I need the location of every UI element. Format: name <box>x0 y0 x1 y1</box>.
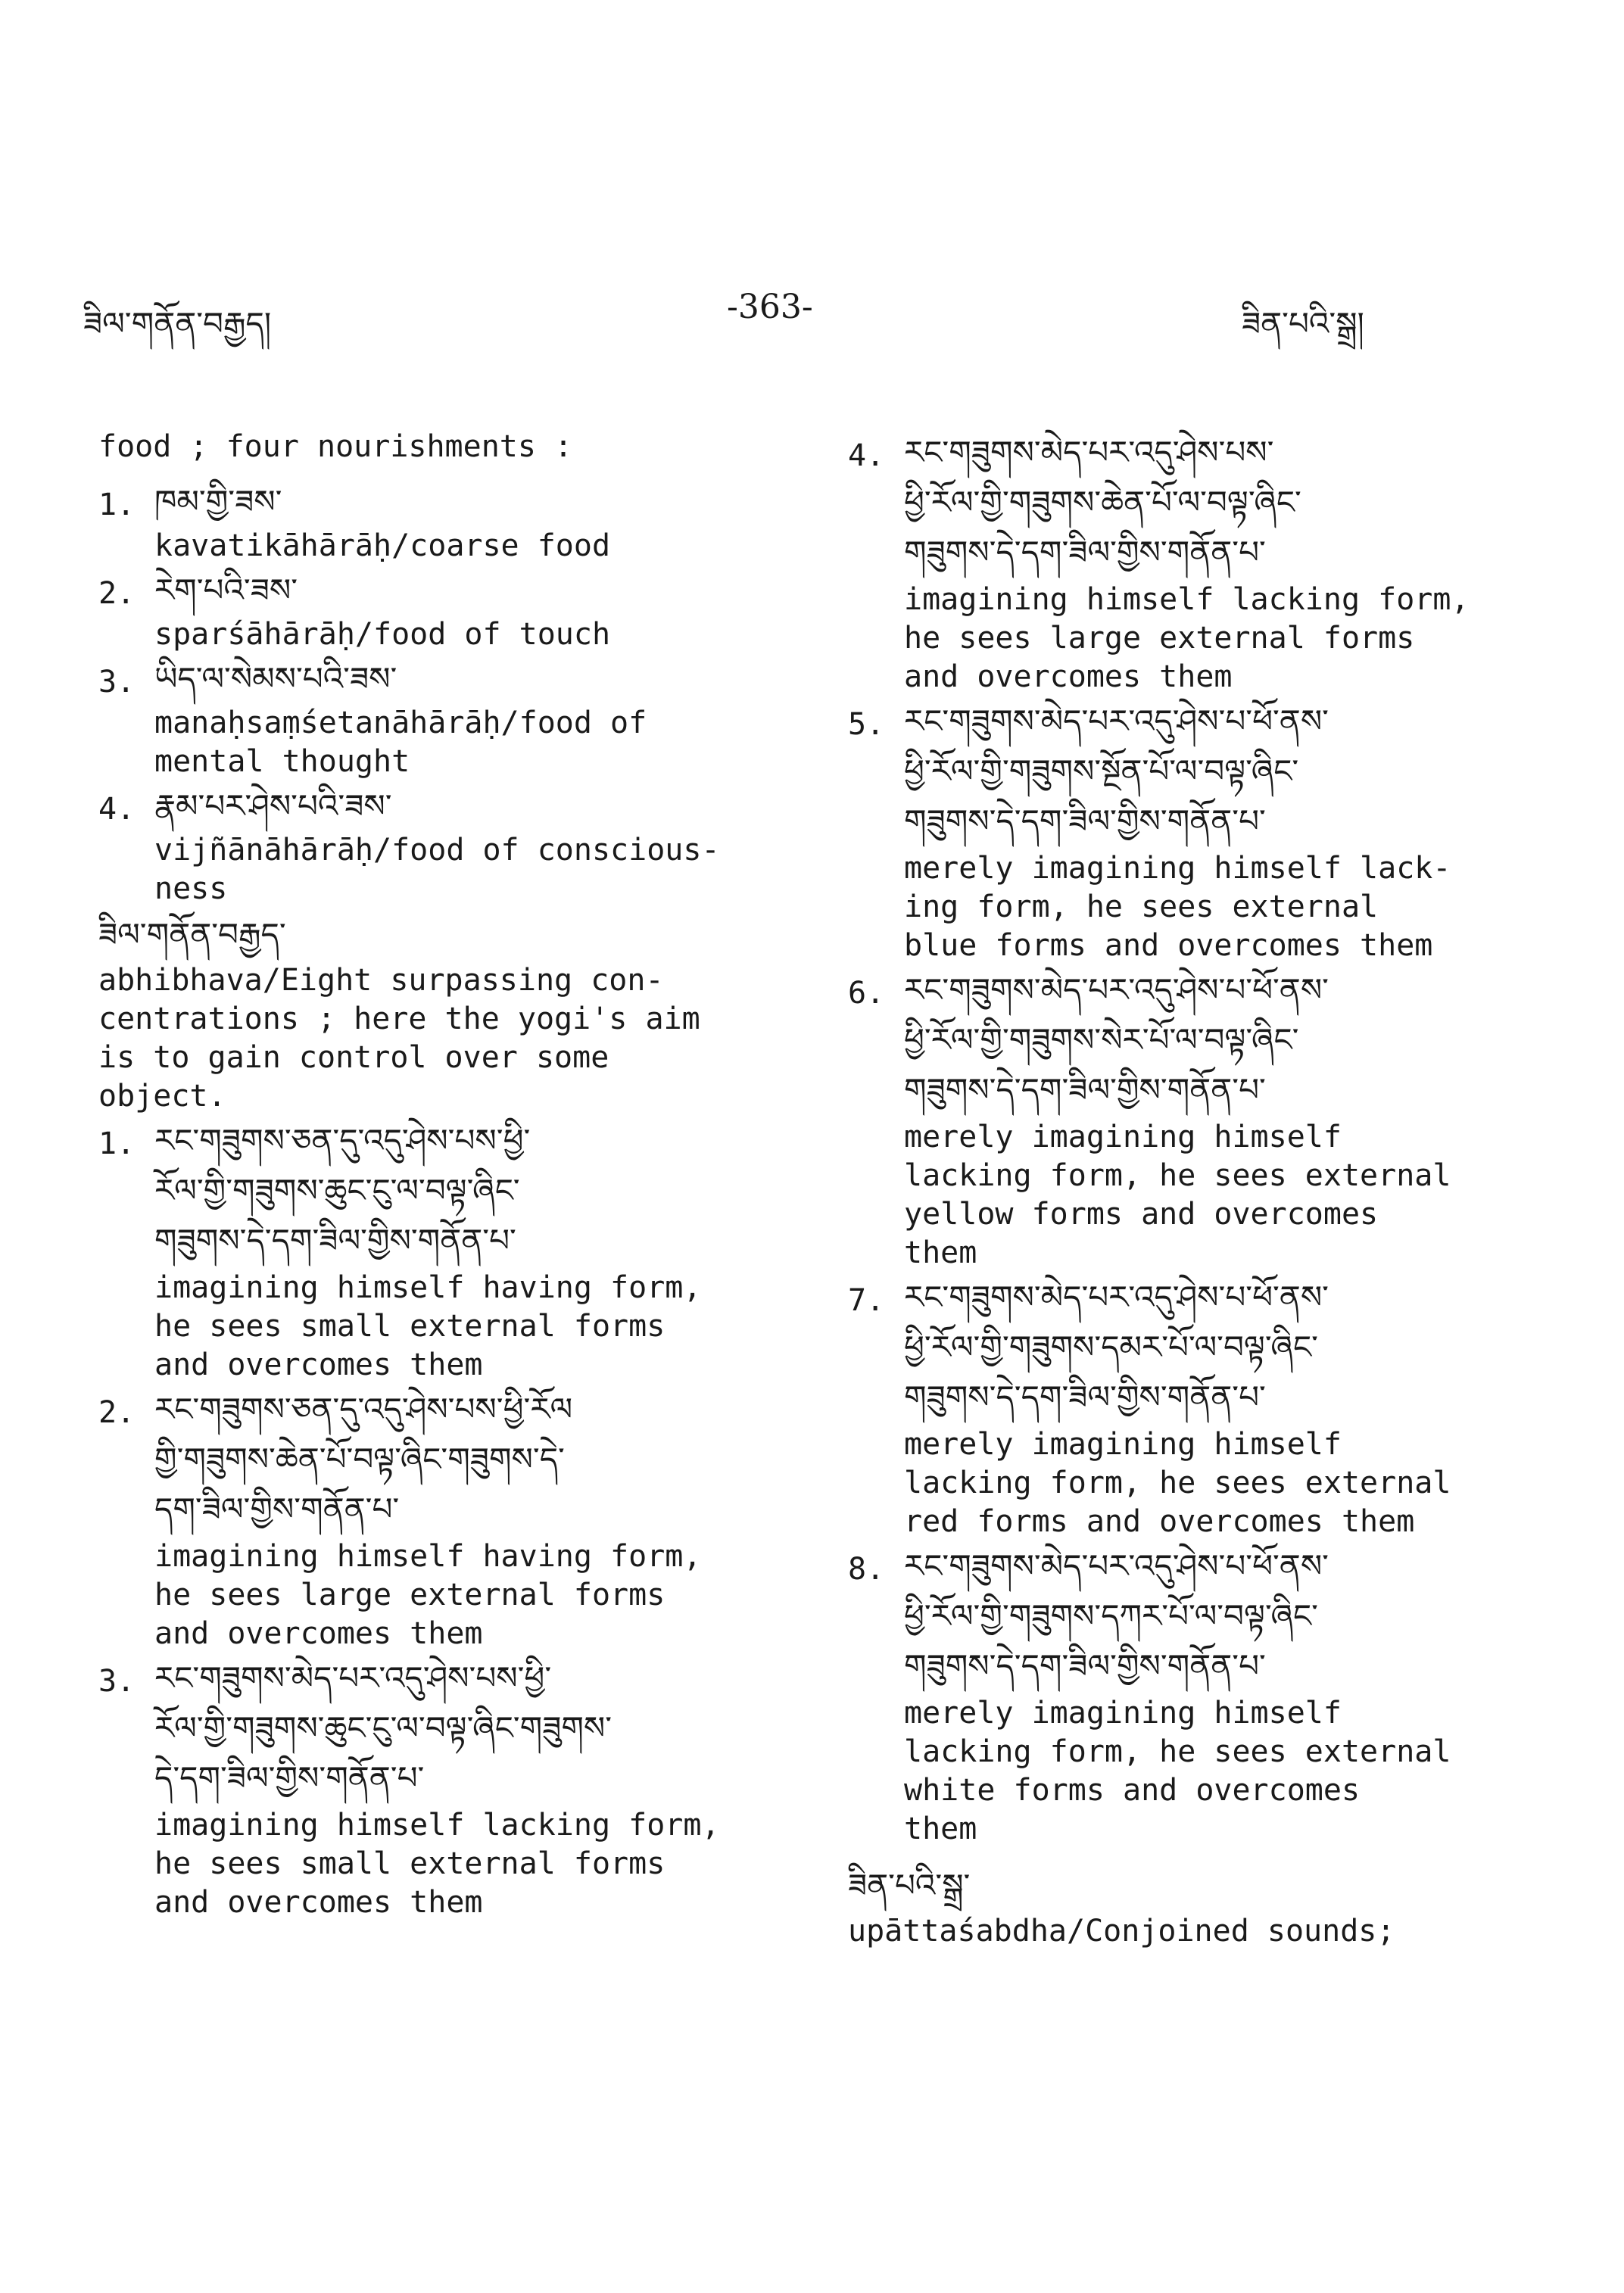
tibetan-line: གཟུགས་དེ་དག་ཟིལ་གྱིས་གནོན་པ་ <box>154 1222 516 1259</box>
gloss-line: kavatikāhārāḥ/coarse food <box>154 528 611 563</box>
nourishments-intro: food ; four nourishments : <box>98 429 573 464</box>
gloss-line: lacking form, he sees external <box>904 1734 1451 1769</box>
item-number: 1. <box>98 1126 136 1161</box>
gloss-line: he sees small external forms <box>154 1309 665 1344</box>
surpassing-item <box>848 696 1545 965</box>
nourishment-item <box>98 654 795 781</box>
nourishment-item <box>98 477 795 565</box>
tibetan-term: ཡིད་ལ་སེམས་པའི་ཟས་ <box>154 660 397 697</box>
gloss-line: ing form, he sees external <box>904 889 1379 924</box>
page-number: -363- <box>727 288 813 326</box>
gloss-line: yellow forms and overcomes <box>904 1197 1379 1232</box>
tibetan-line: རང་གཟུགས་མེད་པར་འདུ་ཤེས་པས་ <box>904 434 1274 471</box>
gloss-line: merely imagining himself <box>904 1427 1342 1462</box>
surpassing-item <box>848 1541 1545 1849</box>
tibetan-line: རང་གཟུགས་མེད་པར་འདུ་ཤེས་པ་ཕོ་ནས་ <box>904 703 1329 740</box>
gloss-line: lacking form, he sees external <box>904 1158 1451 1193</box>
surpassing-item <box>98 1116 795 1385</box>
tibetan-term: ཁམ་གྱི་ཟས་ <box>154 483 282 520</box>
tibetan-line: རང་གཟུགས་ཅན་དུ་འདུ་ཤེས་པས་ཕྱི་ <box>154 1122 531 1159</box>
surpassing-item <box>98 1385 795 1653</box>
tibetan-line: དེ་དག་ཟིལ་གྱིས་གནོན་པ་ <box>154 1759 425 1796</box>
item-number: 3. <box>98 665 136 699</box>
entry-heading: ཟིན་པའི་སྒྲ་ <box>848 1867 971 1904</box>
gloss-line: them <box>904 1812 977 1846</box>
nourishment-item <box>98 565 795 654</box>
gloss-line: merely imagining himself <box>904 1120 1342 1154</box>
tibetan-term: རེག་པའི་ཟས་ <box>154 572 298 609</box>
tibetan-line: གཟུགས་དེ་དག་ཟིལ་གྱིས་གནོན་པ་ <box>904 534 1266 571</box>
tibetan-line: རང་གཟུགས་མེད་པར་འདུ་ཤེས་པ་ཕོ་ནས་ <box>904 971 1329 1008</box>
item-number: 2. <box>98 1395 136 1430</box>
gloss-line: and overcomes them <box>154 1347 483 1382</box>
definition-line: centrations ; here the yogi's aim <box>98 1002 700 1036</box>
nourishment-item <box>98 781 795 908</box>
definition-line: object. <box>98 1079 226 1114</box>
item-number: 3. <box>98 1664 136 1699</box>
tibetan-line: གཟུགས་དེ་དག་ཟིལ་གྱིས་གནོན་པ་ <box>904 1071 1266 1108</box>
tibetan-line: ཕྱི་རོལ་གྱི་གཟུགས་སྔོན་པོ་ལ་བལྟ་ཞིང་ <box>904 752 1299 790</box>
tibetan-line: དག་ཟིལ་གྱིས་གནོན་པ་ <box>154 1491 400 1528</box>
gloss-line: and overcomes them <box>904 659 1233 694</box>
item-number: 2. <box>98 576 136 611</box>
item-number: 6. <box>848 976 885 1011</box>
gloss-line: lacking form, he sees external <box>904 1466 1451 1500</box>
gloss-line: and overcomes them <box>154 1885 483 1920</box>
gloss-line: sparśāhārāḥ/food of touch <box>154 617 611 652</box>
gloss-line: imagining himself having form, <box>154 1539 702 1574</box>
tibetan-line: གཟུགས་དེ་དག་ཟིལ་གྱིས་གནོན་པ་ <box>904 1379 1266 1416</box>
tibetan-line: གཟུགས་དེ་དག་ཟིལ་གྱིས་གནོན་པ་ <box>904 1647 1266 1684</box>
gloss-line: he sees small external forms <box>154 1846 665 1881</box>
gloss-line: ness <box>154 871 228 906</box>
surpassing-item <box>98 1653 795 1922</box>
definition-line: abhibhava/Eight surpassing con- <box>98 963 664 998</box>
gloss-line: blue forms and overcomes them <box>904 928 1433 963</box>
tibetan-line: རོལ་གྱི་གཟུགས་ཆུང་ངུ་ལ་བལྟ་ཞིང་ <box>154 1172 520 1209</box>
tibetan-term: རྣམ་པར་ཤེས་པའི་ཟས་ <box>154 787 392 824</box>
gloss-line: he sees large external forms <box>904 621 1415 656</box>
surpassing-item <box>848 965 1545 1273</box>
tibetan-line: ཕྱི་རོལ་གྱི་གཟུགས་དཀར་པོ་ལ་བལྟ་ཞིང་ <box>904 1597 1318 1634</box>
page-header <box>0 288 1624 348</box>
gloss-line: them <box>904 1235 977 1270</box>
gloss-line: red forms and overcomes them <box>904 1504 1415 1539</box>
right-column <box>848 428 1545 1951</box>
definition-line: upāttaśabdha/Conjoined sounds; <box>848 1914 1395 1949</box>
surpassing-item <box>848 1273 1545 1541</box>
item-number: 5. <box>848 707 885 742</box>
tibetan-line: རང་གཟུགས་མེད་པར་འདུ་ཤེས་པ་ཕོ་ནས་ <box>904 1279 1329 1316</box>
tibetan-line: གཟུགས་དེ་དག་ཟིལ་གྱིས་གནོན་པ་ <box>904 802 1266 840</box>
item-number: 4. <box>848 438 885 473</box>
tibetan-line: གྱི་གཟུགས་ཆེན་པོ་བལྟ་ཞིང་གཟུགས་དེ་ <box>154 1441 565 1478</box>
tibetan-line: རང་གཟུགས་མེད་པར་འདུ་ཤེས་པས་ཕྱི་ <box>154 1659 552 1696</box>
item-number: 1. <box>98 488 136 522</box>
surpassing-item <box>848 428 1545 696</box>
tibetan-line: ཕྱི་རོལ་གྱི་གཟུགས་ཆེན་པོ་ལ་བལྟ་ཞིང་ <box>904 484 1301 521</box>
gloss-line: he sees large external forms <box>154 1578 665 1612</box>
tibetan-line: ཕྱི་རོལ་གྱི་གཟུགས་སེར་པོ་ལ་བལྟ་ཞིང་ <box>904 1021 1299 1058</box>
tibetan-line: རང་གཟུགས་མེད་པར་འདུ་ཤེས་པ་ཕོ་ནས་ <box>904 1547 1329 1584</box>
item-number: 8. <box>848 1552 885 1587</box>
gloss-line: imagining himself lacking form, <box>904 582 1470 617</box>
gloss-line: mental thought <box>154 744 410 779</box>
gloss-line: merely imagining himself lack- <box>904 851 1451 886</box>
entry-heading: ཟིལ་གནོན་བརྒྱད་ <box>98 916 286 953</box>
gloss-line: imagining himself lacking form, <box>154 1808 720 1843</box>
gloss-line: vijñānāhārāḥ/food of conscious- <box>154 833 720 868</box>
header-left-term: ཟིལ་གནོན་བརྒྱད། <box>83 305 272 342</box>
gloss-line: merely imagining himself <box>904 1696 1342 1731</box>
definition-line: is to gain control over some <box>98 1040 609 1075</box>
tibetan-line: རང་གཟུགས་ཅན་དུ་འདུ་ཤེས་པས་ཕྱི་རོལ <box>154 1391 573 1428</box>
item-number: 7. <box>848 1283 885 1318</box>
tibetan-line: ཕྱི་རོལ་གྱི་གཟུགས་དམར་པོ་ལ་བལྟ་ཞིང་ <box>904 1329 1318 1366</box>
gloss-line: white forms and overcomes <box>904 1773 1361 1808</box>
item-number: 4. <box>98 792 136 827</box>
gloss-line: manaḥsaṃśetanāhārāḥ/food of <box>154 706 647 740</box>
header-right-term: ཟིན་པའི་སྒྲ། <box>1242 305 1364 342</box>
gloss-line: imagining himself having form, <box>154 1270 702 1305</box>
gloss-line: and overcomes them <box>154 1616 483 1651</box>
left-column <box>98 428 795 1922</box>
tibetan-line: རོལ་གྱི་གཟུགས་ཆུང་ངུ་ལ་བལྟ་ཞིང་གཟུགས་ <box>154 1709 613 1746</box>
